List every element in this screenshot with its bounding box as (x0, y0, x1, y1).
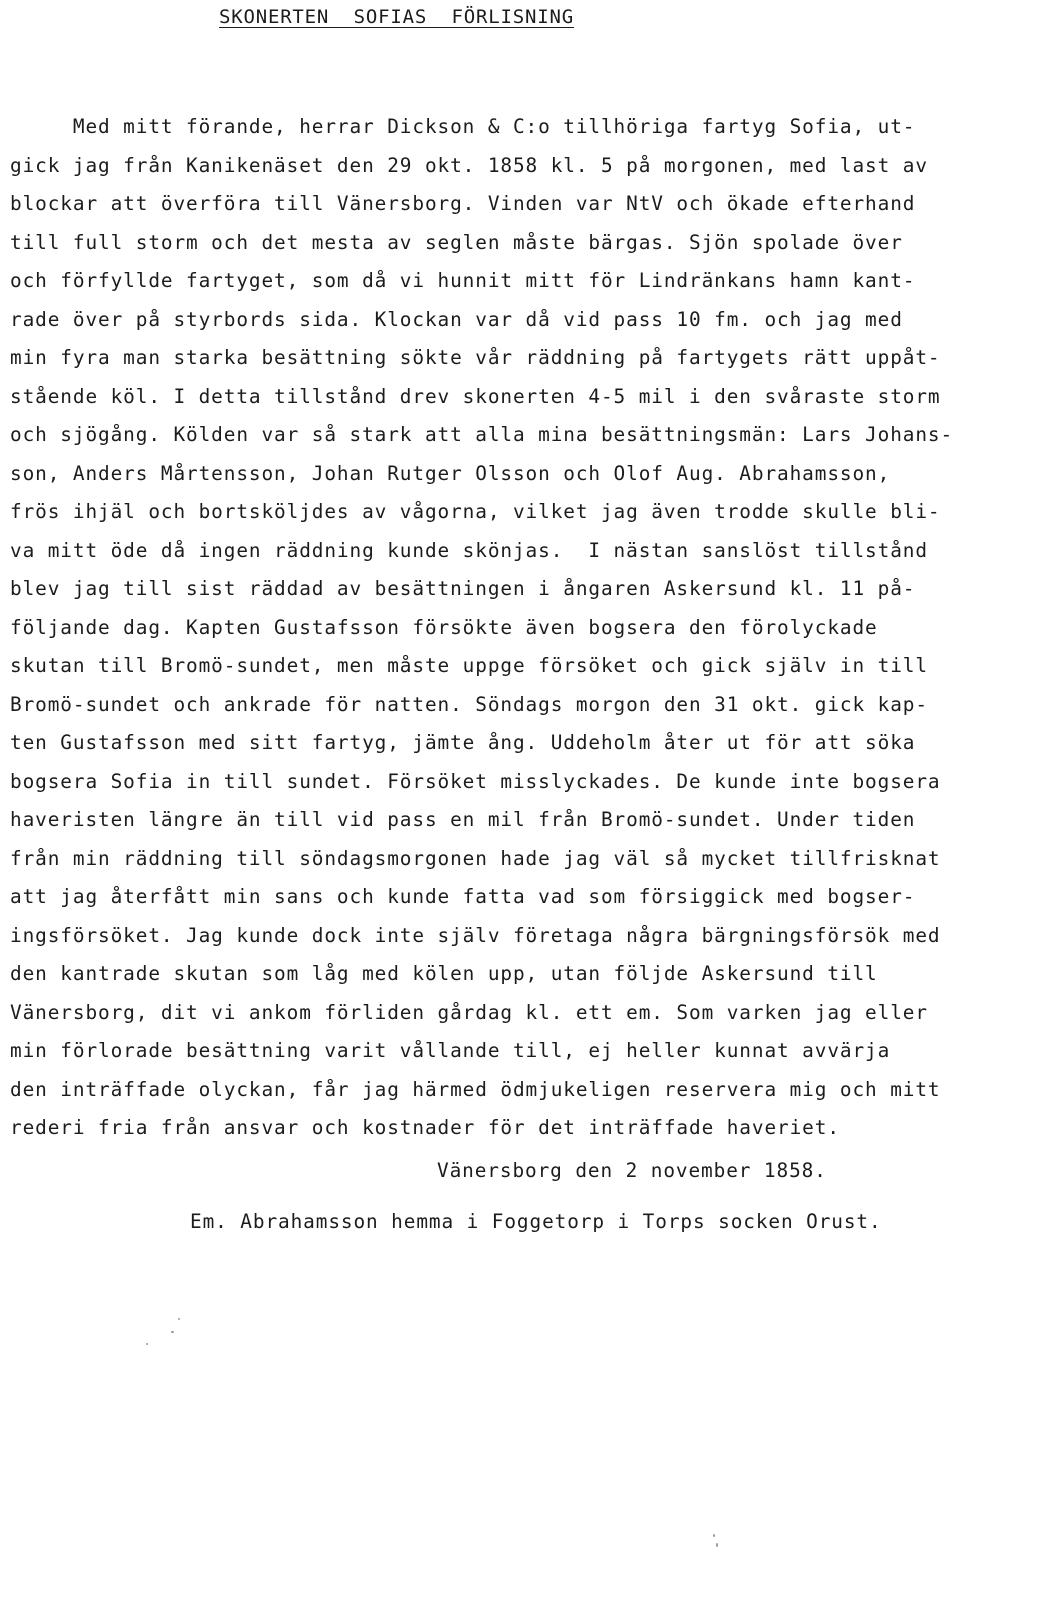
scan-speck (716, 1543, 718, 1547)
body-line: haveristen längre än till vid pass en mil från Bromö-sundet. Under tiden (10, 808, 916, 831)
body-line: följande dag. Kapten Gustafsson försökte även bogsera den förolyckade (10, 615, 878, 639)
scan-speck (171, 1331, 174, 1333)
body-line: ingsförsöket. Jag kunde dock inte själv företaga några bärgningsförsök med (10, 923, 941, 947)
body-line: den kantrade skutan som låg med kölen upp, utan följde Askersund till (10, 962, 878, 985)
body-line: blev jag till sist räddad av besättningen i ångaren Askersund kl. 11 på- (10, 577, 916, 600)
body-line: stående köl. I detta tillstånd drev skonerten 4-5 mil i den svåraste storm (10, 384, 941, 408)
body-line: gick jag från Kanikenäset den 29 okt. 1858 kl. 5 på morgonen, med last av (10, 153, 928, 177)
signature-line: Em. Abrahamsson hemma i Foggetorp i Torps socken Orust. (190, 1210, 882, 1233)
dateline: Vänersborg den 2 november 1858. (437, 1159, 827, 1182)
body-line: från min räddning till söndagsmorgonen hade jag väl så mycket tillfrisknat (10, 846, 941, 870)
body-line: bogsera Sofia in till sundet. Försöket misslyckades. De kunde inte bogsera (10, 769, 941, 793)
scan-speck (146, 1343, 148, 1345)
body-line: Bromö-sundet och ankrade för natten. Söndags morgon den 31 okt. gick kap- (10, 692, 928, 716)
document-title: SKONERTEN SOFIAS FÖRLISNING (219, 6, 574, 28)
body-line: Vänersborg, dit vi ankom förliden gårdag kl. ett em. Som varken jag eller (10, 1000, 928, 1024)
body-line: skutan till Bromö-sundet, men måste uppge försöket och gick själv in till (10, 654, 928, 677)
body-line: blockar att överföra till Vänersborg. Vinden var NtV och ökade efterhand (10, 192, 916, 215)
letter-body (10, 108, 1050, 1148)
body-line: rederi fria från ansvar och kostnader för det inträffade haveriet. (10, 1116, 840, 1139)
body-line: den inträffade olyckan, får jag härmed ödmjukeligen reservera mig och mitt (10, 1077, 941, 1101)
body-line: frös ihjäl och bortsköljdes av vågorna, vilket jag även trodde skulle bli- (10, 500, 941, 523)
scan-speck (713, 1534, 715, 1537)
body-line: och förfyllde fartyget, som då vi hunnit mitt för Lindränkans hamn kant- (10, 269, 916, 292)
body-line: till full storm och det mesta av seglen måste bärgas. Sjön spolade över (10, 230, 903, 254)
body-line: min fyra man starka besättning sökte vår räddning på fartygets rätt uppåt- (10, 346, 941, 369)
body-line: va mitt öde då ingen räddning kunde skönjas. I nästan sanslöst tillstånd (10, 538, 928, 562)
body-line: och sjögång. Kölden var så stark att alla mina besättningsmän: Lars Johans- (10, 423, 954, 446)
body-line: ten Gustafsson med sitt fartyg, jämte ång. Uddeholm åter ut för att söka (10, 731, 916, 754)
body-line: rade över på styrbords sida. Klockan var då vid pass 10 fm. och jag med (10, 307, 903, 331)
body-line: son, Anders Mårtensson, Johan Rutger Olsson och Olof Aug. Abrahamsson, (10, 461, 891, 485)
body-line: min förlorade besättning varit vållande till, ej heller kunnat avvärja (10, 1039, 891, 1062)
body-line: att jag återfått min sans och kunde fatta vad som försiggick med bogser- (10, 885, 916, 908)
scan-speck (178, 1318, 180, 1320)
body-line: Med mitt förande, herrar Dickson & C:o tillhöriga fartyg Sofia, ut- (10, 115, 916, 138)
